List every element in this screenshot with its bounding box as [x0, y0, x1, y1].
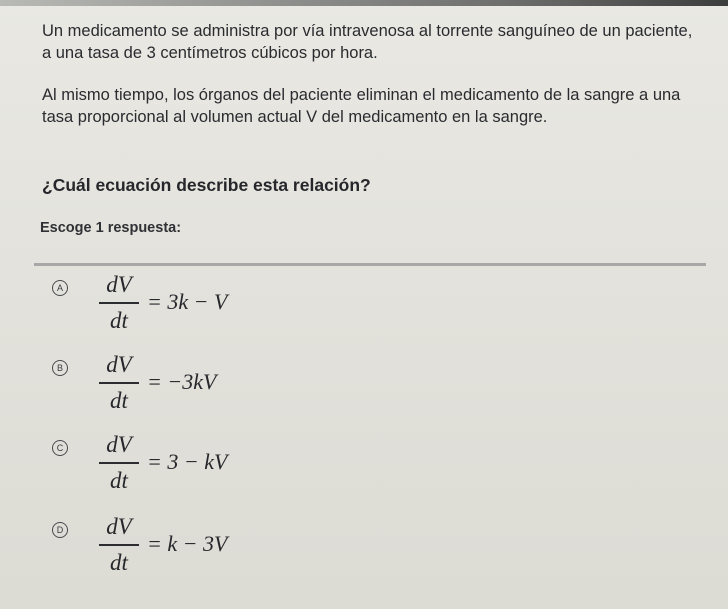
fraction-a — [98, 272, 140, 334]
fraction-numerator: dV — [106, 272, 132, 297]
divider — [34, 263, 706, 266]
answer-choice-b[interactable] — [34, 352, 694, 424]
fraction-denominator: dt — [110, 388, 128, 413]
fraction-numerator: dV — [106, 352, 132, 377]
choice-letter-d: D — [52, 522, 68, 538]
fraction-denominator: dt — [110, 308, 128, 333]
problem-paragraph-2: Al mismo tiempo, los órganos del paciente eliminan el medicamento de la sangre a una tasa proporcional al volumen actual V del medicamento en la sangre. — [42, 86, 681, 126]
choice-letter-b: B — [52, 360, 68, 376]
question-text: ¿Cuál ecuación describe esta relación? — [42, 175, 371, 195]
equation-rhs-c: = 3 − kV — [147, 449, 228, 474]
answer-instruction: Escoge 1 respuesta: — [40, 220, 182, 236]
fraction-numerator: dV — [106, 432, 132, 457]
fraction-bar — [99, 302, 139, 304]
problem-paragraph-1: Un medicamento se administra por vía intravenosa al torrente sanguíneo de un paciente, a una tasa de 3 centímetros cúbicos por hora. — [42, 22, 693, 62]
fraction-denominator: dt — [110, 468, 128, 493]
equation-rhs-a: = 3k − V — [147, 289, 228, 314]
fraction-b — [98, 352, 140, 414]
fraction-numerator: dV — [106, 514, 132, 539]
equation-rhs-b: = −3kV — [147, 369, 217, 394]
fraction-bar — [99, 382, 139, 384]
fraction-denominator: dt — [110, 550, 128, 575]
choice-letter-a: A — [52, 280, 68, 296]
answer-choice-a[interactable] — [34, 272, 694, 344]
answer-choice-c[interactable] — [34, 432, 694, 504]
answer-choice-d[interactable] — [34, 514, 694, 586]
top-edge-strip — [0, 0, 728, 6]
fraction-c — [98, 432, 140, 494]
fraction-bar — [99, 544, 139, 546]
fraction-d — [98, 514, 140, 576]
equation-rhs-d: = k − 3V — [147, 531, 228, 556]
fraction-bar — [99, 462, 139, 464]
choice-letter-c: C — [52, 440, 68, 456]
